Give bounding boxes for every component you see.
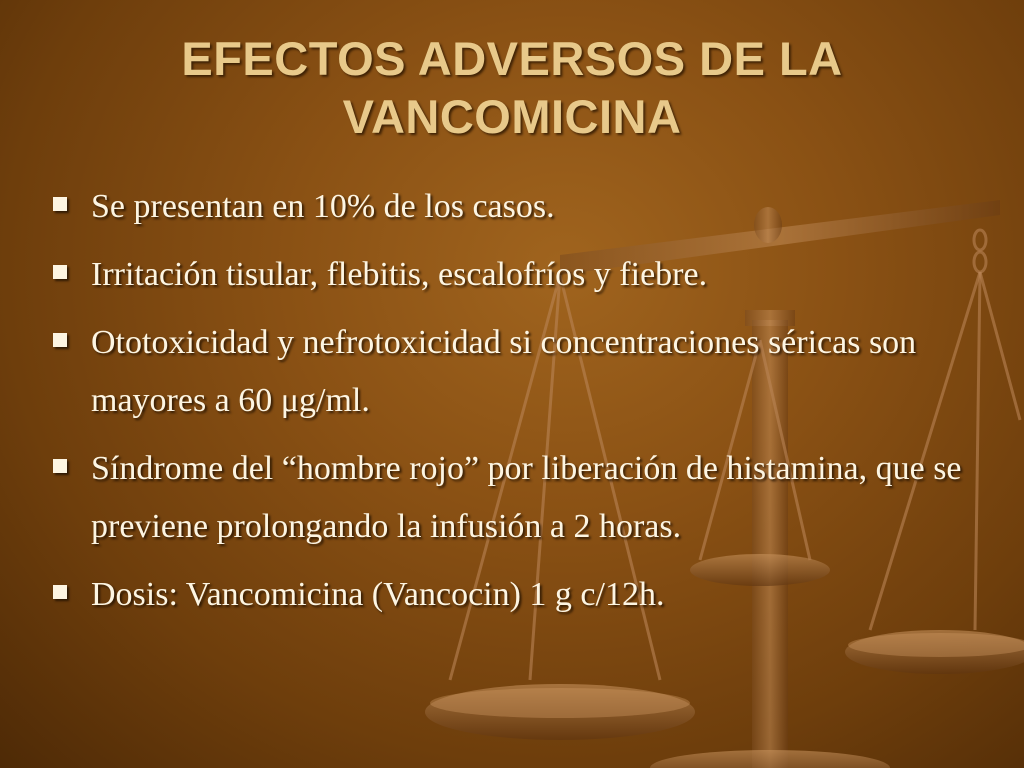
list-item: [48, 314, 978, 430]
bullet-text: Se presentan en 10% de los casos.: [91, 188, 555, 225]
square-bullet-icon: [53, 197, 67, 211]
square-bullet-icon: [53, 585, 67, 599]
bullet-text: Irritación tisular, flebitis, escalofríos y fiebre.: [91, 256, 708, 293]
bullet-text: Síndrome del “hombre rojo” por liberación de histamina, que se previene prolongando la infusión a 2 horas.: [91, 450, 962, 545]
square-bullet-icon: [53, 459, 67, 473]
list-item: [48, 440, 978, 556]
list-item: [48, 566, 978, 624]
square-bullet-icon: [53, 265, 67, 279]
list-item: [48, 178, 978, 236]
list-item: [48, 246, 978, 304]
bullet-text: Ototoxicidad y nefrotoxicidad si concentraciones séricas son mayores a 60 μg/ml.: [91, 324, 917, 419]
square-bullet-icon: [53, 333, 67, 347]
bullet-list: [48, 178, 978, 634]
bullet-text: Dosis: Vancomicina (Vancocin) 1 g c/12h.: [91, 576, 665, 613]
slide-title: EFECTOS ADVERSOS DE LA VANCOMICINA: [181, 32, 843, 143]
